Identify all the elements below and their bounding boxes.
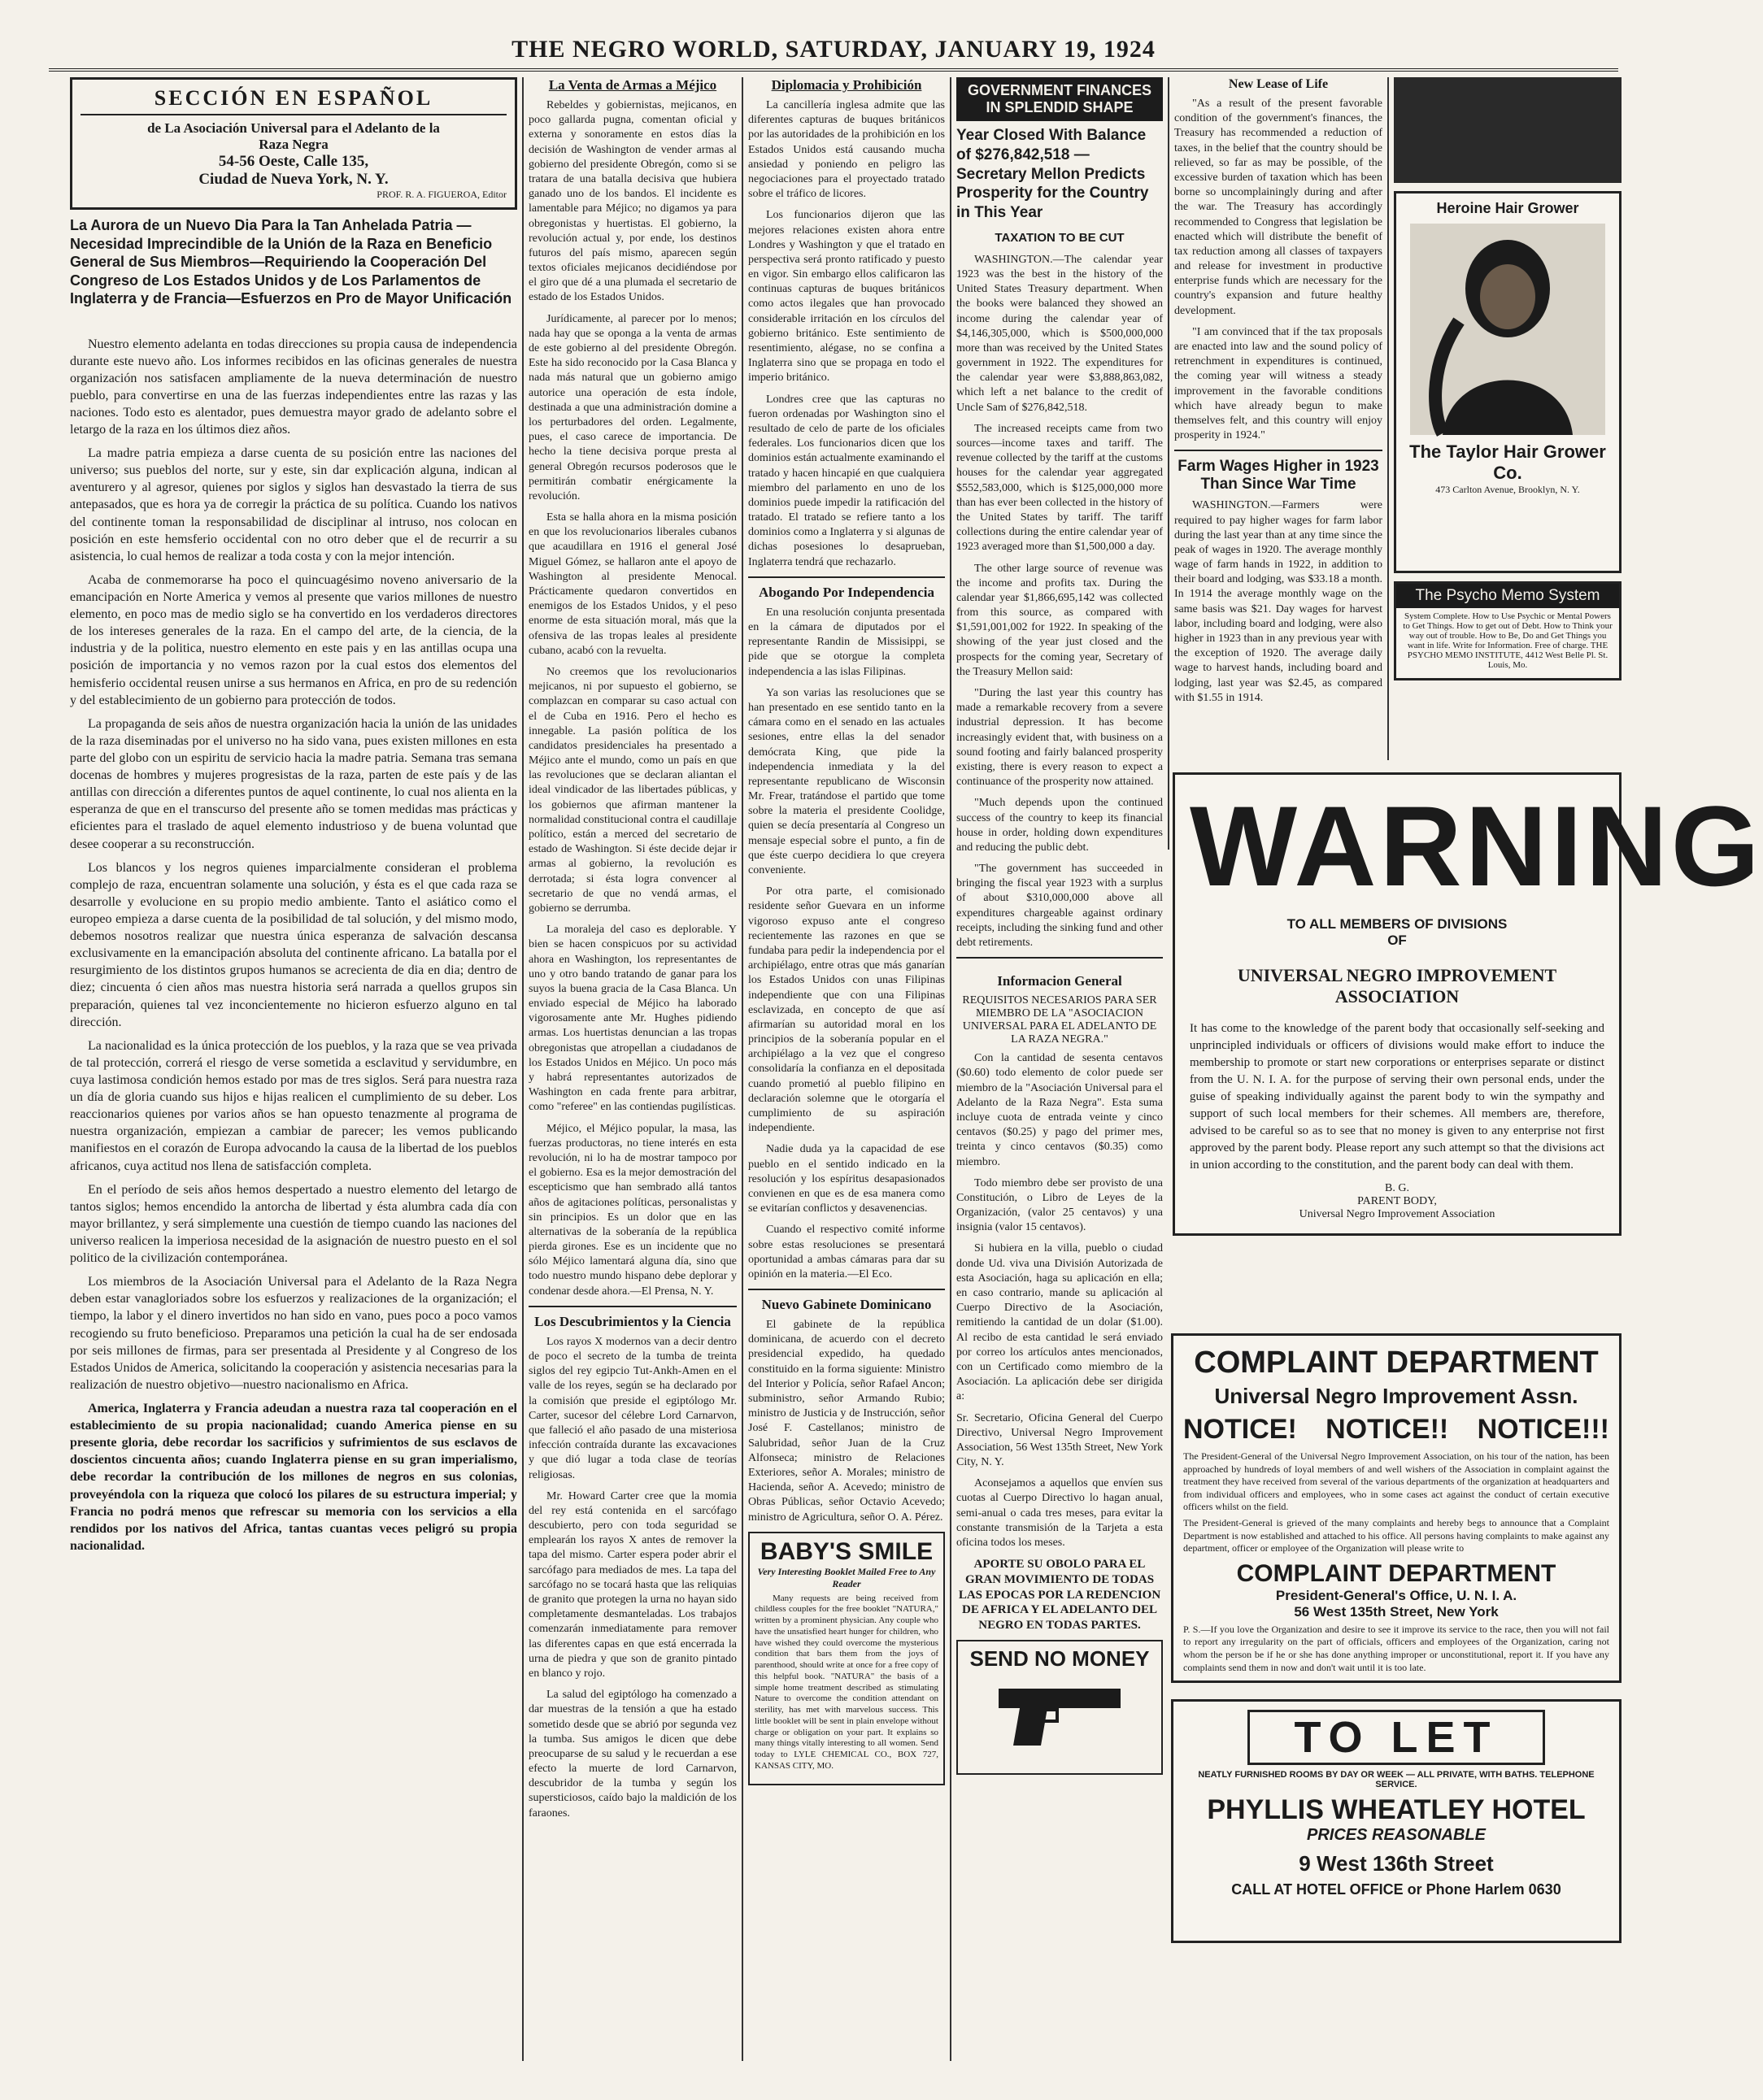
warning-sign-3: Universal Negro Improvement Association xyxy=(1299,1208,1495,1220)
masthead: THE NEGRO WORLD, SATURDAY, JANUARY 19, 1924 xyxy=(49,36,1618,72)
paragraph: Jurídicamente, al parecer por lo menos; nada hay que se oponga a la venta de armas de este gobierno al del presidente Obregón. Este ha sido reconocido por la Casa Blanca y nada más natural que un gobierno amigo autorice una operación de esta índole, destinada a que una administración domine a los perturbadores del orden. Legalmente, pues, el caso carece de importancia. De hecho la tiene decisiva porque presta al general Obregón recursos poderosos que le permitirán combatir enérgicamente la revolución. xyxy=(529,312,737,502)
column-2 xyxy=(529,77,737,2061)
paragraph: La cancillería inglesa admite que las diferentes capturas de buques británicos por las autoridades de la prohibición en los Estados Unidos está causando mucha ansiedad y poniendo en peligro las negociaciones para el proyectado tratado sobre el tráfico de licores. xyxy=(748,99,945,201)
paragraph: "I am convinced that if the tax proposals are enacted into law and the sound policy of retrenchment in expenditures is continued, the coming year will witness a steady improvement in the favorable conditions which have already begun to make themselves felt, and this country will enjoy prosperity in 1924." xyxy=(1174,325,1382,442)
complaint-department-notice xyxy=(1171,1333,1622,1683)
paragraph: Los funcionarios dijeron que las mejores relaciones existen ahora entre Londres y Washington y que el tratado en perspectiva será pronto ratificado y puesto en vigor. Sin embargo ellos calificaron las continuas capturas de buques británicos como actos ilegales que han provocado considerable irritación en los círculos del gobierno británico. Este sentimiento de resentimiento, alégase, no se confina a Inglaterra sino que se propaga en todo el imperio británico. xyxy=(748,209,945,385)
org-line-2: Raza Negra xyxy=(259,137,329,152)
paragraph: La moraleja del caso es deplorable. Y bien se hacen conspicuos por su actividad ahora en Washington, los representantes de uno y otro bando tratando de ganar para los suyos la buena gracia de la Casa Blanca. Un enviado especial de Méjico ha laborado vigorosamente ante Mr. Hughes pidiendo armas. Los huertistas denuncian a las tropas obregonistas que atropellan a ciudadanos de los Estados Unidos en Méjico. Un poco más y habrá representantes autorizados de Washington en cada frente para arbitrar, como "referee" en las contiendas pugilísticas. xyxy=(529,924,737,1114)
column-rule xyxy=(742,77,743,2061)
divider xyxy=(956,957,1163,959)
warning-sign-2: PARENT BODY, xyxy=(1357,1195,1437,1207)
paragraph: La madre patria empieza a darse cuenta de su posición entre las naciones del universo; sus pueblos del norte, sur y este, sin dar explicación alguna, indican al aventurero y al agresor, quienes por siglos y siglos han desvastado la tierra de sus antepasados, que es hora ya de corregir la práctica de su política. Cuando los nativos del continente toman la responsabilidad de disciplinar al intruso, nos colocan en posición en este hemsferio occidental con no otro deber que el de recurrir a su asistencia, lo cual hemos de realizar a toda costa y con la mejor intención. xyxy=(70,446,517,563)
ad-title: SEND NO MONEY xyxy=(969,1646,1150,1671)
ad-address: 473 Carlton Avenue, Brooklyn, N. Y. xyxy=(1435,484,1580,495)
spanish-section xyxy=(70,77,517,2061)
notice-2: NOTICE!! xyxy=(1326,1414,1449,1445)
complaint-address: 56 West 135th Street, New York xyxy=(1294,1603,1499,1620)
send-no-money-ad xyxy=(956,1640,1163,1775)
paragraph: Si hubiera en la villa, pueblo o ciudad donde Ud. viva una División Autorizada de esta Asociación, haga su aplicación en ella; en caso contrario, mande su aplicación al Cuerpo Directivo de la Asociación, remitiendo la cantidad de un dolar ($1.00). Al recibo de esta cantidad le será enviado por correo los artículos antes mencionados, con un Certificado como miembro de la Asociación. La aplicación debe ser dirigida a: xyxy=(956,1242,1163,1403)
article-headline: La Aurora de un Nuevo Dia Para la Tan Anhelada Patria —Necesidad Imprecindible de la Unión de la Raza en Beneficio General de Sus Miembros—Requiriendo la Cooperación Del Congreso de Los Estados Unidos y de Los Parlamentos de Inglaterra y de Francia—Esfuerzos en Pro de Mayor Unificación xyxy=(70,217,512,307)
paragraph: Con la cantidad de sesenta centavos ($0.60) todo elemento de color puede ser miembro de la "Asociación Universal para el Adelanto de la Raza Negra". Esta suma incluye cuota de entrada veinte y cinco centavos ($0.25) y pago del primer mes, treinta y cinco centavos ($0.35) como miembro. xyxy=(956,1052,1163,1168)
paragraph: Rebeldes y gobiernistas, mejicanos, en poco gallarda pugna, comentan oficial y externa y sonoramente en estos días la decisión de Washington de vender armas al gobierno del presidente Obregón, como si se tratara de una batalla decisiva que hubiera ganado uno de los bandos. El incidente es lamentable para Méjico; no digamos ya para obregonistas y huertistas. El gobierno, la revolución actual y, por ende, los destinos futuros del país mismo, aparecen según textos oficiales mejicanos decidiéndose por el giro que dé a una plumada el secretario de estado de los Estados Unidos. xyxy=(529,99,737,304)
ad-body: Many requests are being received from childless couples for the free booklet "NATURA," written by a prominent physician. Any couple who have the unsatisfied heart hunger for children, who have wished they could overcome the mysterious condition that bars them from the joys of parenthood, should write at once for a free copy of this helpful book. "NATURA" the basis of a simple home treatment described as stimulating Nature to overcome the condition attendant on sterility, has met with marvelous success. This little booklet will be sent in plain envelope without charge or obligation on your part. It explains so many things vitally interesting to all women. Send today to LYLE CHEMICAL CO., BOX 727, KANSAS CITY, MO. xyxy=(755,1593,938,1771)
article-title: Nuevo Gabinete Dominicano xyxy=(761,1297,932,1313)
column-3 xyxy=(748,77,945,2061)
to-let-sub: NEATLY FURNISHED ROOMS BY DAY OR WEEK — ALL PRIVATE, WITH BATHS. TELEPHONE SERVICE. xyxy=(1198,1770,1595,1789)
paragraph: Nadie duda ya la capacidad de ese pueblo en el sentido indicado en la resolución y los espíritus desapasionados convienen en que es de esa manera como se evitarían conflictos y desavenencias. xyxy=(748,1143,945,1215)
paragraph: "The government has succeeded in bringing the fiscal year 1923 with a surplus of about $310,000,000 above all expenditures chargeable against ordinary receipts, including the sinking fund and other debt retirements. xyxy=(956,863,1163,949)
paragraph: El gabinete de la república dominicana, de acuerdo con el decreto presidencial expedido, ha quedado constituido en la forma siguiente: Ministro del Interior y Policía, señor Rafael Ancon; subministro, señor Armando Rubio; ministro de Justicia y de Instrucción, señor José F. Castellanos; ministro de Salubridad, señor Juan de la Cruz Alfonseca; ministro de Relaciones Exteriores, señor A. Morales; ministro de Hacienda, señor A. Acevedo; ministro de Obras Públicas, señor Octavio Acevedo; ministro de Agricultura, señor O. A. Pérez. xyxy=(748,1319,945,1524)
divider xyxy=(748,1289,945,1290)
to-let-title: TO LET xyxy=(1247,1710,1545,1765)
paragraph: WASHINGTON.—The calendar year 1923 was the best in the history of the United States Treasury department. When the books were balanced they showed an income during the calendar year of $4,146,305,000, which is $500,000,000 more than was received by the United States government in 1922. The expenditures for the calendar year were $3,888,863,082, which left a net balance to the credit of Uncle Sam of $276,842,518. xyxy=(956,253,1163,414)
paragraph: Los miembros de la Asociación Universal para el Adelanto de la Raza Negra deben estar vanagloriados sobre los esfuerzos y realizaciones de la organización; el tiempo, la labor y el dinero invertidos no han sido en vano, pues poco a poco vamos recogiendo su fruto beneficioso. Preparamos una petición la cual ha de ser endosada por seis millones de firmas, para ser presentada al Presidente y al Congreso de los Estados Unidos de America, solicitando la cooperación y asistencia necesarias para la realización de nuestro objetivo—nuestro nacionalismo en Africa. xyxy=(70,1275,517,1392)
column-rule xyxy=(1387,77,1389,760)
article-title: La Venta de Armas a Méjico xyxy=(548,77,717,93)
notice-row xyxy=(1183,1414,1609,1446)
paragraph: Los blancos y los negros quienes imparcialmente consideran el problema complejo de raza, encuentran solamente una solución, y ésta es el que cada raza se desarrolle y evolucione en su propio medio ambiente. Tanto el asiático como el europeo empieza a darse cuenta de la posibilidad de tal solución, y del mismo modo, debemos nosotros realizar que nuestra única esperanza de salvación descansa exclusivamente en la emancipación absoluta del continente africano. La batalla por el resurgimiento de los distintos grupos humanos se acrecienta de dia en dia; dentro de diez; cincuenta ó cien años mas nuestra historia será narrada a quellos grupos sin preparación, quienes tal vez inconcientemente no hicieron esfuerzo alguno en tal dirección. xyxy=(70,860,517,1029)
paragraph: "As a result of the present favorable condition of the government's finances, the Treasury has recommended a reduction of taxes, in the belief that the country should be relieved, so far as may be possible, of the excessive burden of taxation which has been borne so uncomplainingly during and after the war. The Treasury has accordingly recommended to Congress that legislation be enacted which will distribute the benefit of tax reduction among all classes of taxpayers and release for investment in productive enterprise funds which are necessary for the country's expansion and future healthy development. xyxy=(1174,98,1382,317)
article-title: New Lease of Life xyxy=(1228,77,1329,91)
requirements-heading: REQUISITOS NECESARIOS PARA SER MIEMBRO DE LA "ASOCIACION UNIVERSAL PARA EL ADELANTO DE LA RAZA NEGRA." xyxy=(962,994,1157,1046)
paragraph: Cuando el respectivo comité informe sobre estas resoluciones se presentará oportunidad a ambas cámaras para dar su opinión en la materia.—El Eco. xyxy=(748,1224,945,1280)
editor-credit: PROF. R. A. FIGUEROA, Editor xyxy=(377,189,507,200)
paragraph: Por otra parte, el comisionado residente señor Guevara en un informe vigoroso expuso ante el congreso recientemente las razones en que se fundaba para pedir la independencia por el archipiélago, entre otras que más ganarían los Estados Unidos con unas Filipinas independiente que con una Filipinas esclavizada, en concepto de que así afirmarían su autoridad moral en los principios de la soberanía popular en el archipiélago a la vez que el congreso consolidaría la confianza en el depositada cuando prometió al pueblo filipino en declaración solemne que le otorgaría el cumplimiento de su aspiración independiente. xyxy=(748,885,945,1135)
psycho-memo-ad xyxy=(1394,581,1622,680)
divider xyxy=(529,1306,737,1307)
warning-body: It has come to the knowledge of the parent body that occasionally self-seeking and unprincipled individuals or officers of divisions would make effort to induce the membership to promote or start new corporations or enterprises separate or distinct from the U. N. I. A. for the purpose of serving their own personal ends, under the guise of speaking individually against the parent body to win the sympathy and support of such local members for their schemes. All members are, therefore, advised to be careful so as to see that no money is given to any enterprise not first approved by the parent body. Please report any such attempt so that the divisions act in union according to the constitution, and the parent body can deal with them. xyxy=(1190,1022,1604,1172)
notice-1: NOTICE! xyxy=(1183,1414,1297,1445)
hotel-prices: PRICES REASONABLE xyxy=(1306,1826,1487,1844)
column-rule xyxy=(950,77,951,2061)
paragraph: Esta se halla ahora en la misma posición en que los revolucionarios liberales cubanos que acaudillara en 1916 el general José Miguel Gómez, se hallaron ante el apoyo de Washington al presidente Menocal. Prácticamente quedaron convertidos en enemigos de los Estados Unidos, y el peso enorme de esta situación moral, más que la ofensiva de las tropas leales al presidente cubano, acabó con la revuelta. xyxy=(529,511,737,657)
hotel-address: 9 West 136th Street xyxy=(1299,1851,1494,1876)
babys-smile-ad xyxy=(748,1532,945,1785)
paragraph: Ya son varias las resoluciones que se han presentado en ese sentido tanto en la cámara como en el senado en las actuales sesiones, entre ellas la del senador demócrata King, que pide la independencia inmediata y la del representante republicano de Wisconsin Mr. Frear, tratándose el partido que tome sobre la materia el presidente Coolidge, quien se decía presentaría al Congreso un mensaje especial sobre el punto, a fin de que éste cuerpo decidiera lo que creyera conveniente. xyxy=(748,686,945,876)
warning-title: WARNING xyxy=(1190,782,1763,910)
article-body xyxy=(70,336,517,1554)
complaint-title: COMPLAINT DEPARTMENT xyxy=(1194,1346,1599,1380)
paragraph: "During the last year this country has made a remarkable recovery from a severe industrial depression. It has become increasingly evident that, with business on a sound footing and fairly balanced prosperity existing, there is every reason to expect a continuance of the prosperity now attained. xyxy=(956,687,1163,789)
paragraph: Méjico, el Méjico popular, la masa, las fuerzas productoras, no tiene interés en esta revolución, ni lo ha de mostrar tampoco por el gobierno. Esa es la mejor demostración del escepticismo que han sembrado allá tantos años de agitaciones políticas, personalistas y sin principios. Es un dolor que en las alternativas de la soberanía de la república pierda girones. Ese es un incidente que no sólo Méjico lamentará alguna día, sino que todo nuestro mundo hispano debe deplorar y condenar desde ahora.—El Prensa, N. Y. xyxy=(529,1122,737,1298)
article-subhead: TAXATION TO BE CUT xyxy=(995,230,1125,245)
paragraph: WASHINGTON.—Farmers were required to pay higher wages for farm labor during the last year than at any time since the peak of wages in 1920. The average monthly wage of farm hands in 1922, in addition to their board and lodging, was $33.18 a month. In 1914 the average monthly wage on the same basis was $21. Day wages for harvest labor, including board and lodging, were also higher in 1923 than in any previous year with the exception of 1920. The average daily wage to harvest hands, including board and lodging, last year was $2.45, as compared with $1.55 in 1914. xyxy=(1174,499,1382,704)
column-4 xyxy=(956,77,1163,2061)
ad-title: The Psycho Memo System xyxy=(1396,584,1619,608)
pistol-icon xyxy=(990,1680,1137,1754)
paragraph: Todo miembro debe ser provisto de una Constitución, o Libro de Leyes de la Organización, (valor 25 centavos) y una insignia (valor 15 centavos). xyxy=(956,1176,1163,1234)
to-let-ad xyxy=(1171,1699,1622,1943)
complaint-body-1: The President-General of the Universal Negro Improvement Association, on his tour of the nation, has been approached by hundreds of loyal members of and well wishers of the Association in complaint against the treatment they have received from several of the various departments of the organization at headquarters and from individual officers and employees, who in some cases act against the conduct of certain executive officers whilst on the field. xyxy=(1183,1450,1609,1513)
paragraph: America, Inglaterra y Francia adeudan a nuestra raza tal cooperación en el establecimiento de su propia nacionalidad; cuando America piense en su presente gloria, debe recordar los sacrificios y sufrimientos de sus esclavos de doscientos cincuenta años; cuando Inglaterra piense en su gran imperialismo, debe recordar la contribución de los millones de negros en sus colonias, proveyéndola con la riqueza que colocó los pilares de su estructura imperial; y Francia no podrá menos que refrescar su memoria con los servicios a ella rendidos por los nativos del Africa, tantas cuantas veces peligró su propia nacionalidad. xyxy=(70,1401,517,1553)
column-rule xyxy=(1168,77,1169,850)
dark-ad-block xyxy=(1394,77,1622,183)
paragraph: Nuestro elemento adelanta en todas direcciones su propia causa de independencia durante este nuevo año. Los informes recibidos en las oficinas generales de nuestra organización nos satisfacen ampliamente de la nueva determinación de nuestro pueblo, para convertirse en una de las fuerzas independientes entre las razas y las naciones. Todo esto es alentador, pues demuestra mayor grado de adelanto sobre el letargo de la raza en los últimos diez años. xyxy=(70,337,517,437)
paragraph: La nacionalidad es la única protección de los pueblos, y la raza que se vea privada de tal protección, correrá el riesgo de verse sometida a esclavitud y servidumbre, en cuya lastimosa condición hemos estado por mas de tres siglos. Será para nuestra raza un día de gloria cuando sus hijos e hijas realicen el cumplimiento de su deber. Los reaccionarios quienes por varios años se han opuesto tenazmente al programa de nuestra organización, empiezan a cambiar de parecer; les vemos publicando manifiestos en el corazón de Europa advocando la causa de la libertad de los pueblos africanos, cuya actitud nos llena de satisfacción completa. xyxy=(70,1038,517,1173)
paragraph: La salud del egiptólogo ha comenzado a dar muestras de la tensión a que ha estado sometido desde que se abrió por segunda vez la tumba. Sus amigos le dicen que debe preocuparse de su salud y le recuerdan a ese efecto la muerte de lord Carnarvon, descubridor de la tumba y según los supersticiosos, caído bajo la maldición de los faraones. xyxy=(529,1689,737,1820)
complaint-dept: COMPLAINT DEPARTMENT xyxy=(1236,1559,1556,1587)
paragraph: The increased receipts came from two sources—income taxes and tariff. The revenue collected by the tariff at the customs houses for the calendar year aggregated $552,583,000, which is $125,000,000 more than has ever been collected in the history of the United States by tariff. The tariff collections during the entire calendar year of 1923 averaged more than $1,500,000 a day. xyxy=(956,422,1163,554)
warning-org: UNIVERSAL NEGRO IMPROVEMENT ASSOCIATION xyxy=(1237,965,1557,1007)
ad-subtitle: Very Interesting Booklet Mailed Free to Any Reader xyxy=(757,1565,936,1589)
article-title: Abogando Por Independencia xyxy=(758,584,934,600)
article-title: Diplomacia y Prohibición xyxy=(771,77,922,93)
paragraph: En el período de seis años hemos despertado a nuestro elemento del letargo de tantos siglos; hemos encendido la antorcha de libertad y ésta alumbra cada día con mayor brillantez, y será simplemente una cuestión de tiempo cuando las naciones del universo realicen la imperiosa necesidad de la asignación de nuestro puesto en el sol politico de la civilización contemporánea. xyxy=(70,1182,517,1266)
section-masthead xyxy=(70,77,517,210)
address-line-1: 54-56 Oeste, Calle 135, xyxy=(218,153,369,170)
org-line-1: de La Asociación Universal para el Adelanto de la xyxy=(147,120,440,136)
ad-body: System Complete. How to Use Psychic or Mental Powers to Get Things. How to get out of Debt. How to Think your way out of trouble. How to Be, Do and Get Things you want in life. Write for Information. Free of charge. THE PSYCHO MEMO INSTITUTE, 4412 West Belle Pl. St. Louis, Mo. xyxy=(1403,611,1613,670)
paragraph: La propaganda de seis años de nuestra organización hacia la unión de las unidades de la raza diseminadas por el universo no ha sido vana, pues existen millones en esta parte del globo con un espiritu de servicio hacia la madre patria. Semana tras semana docenas de hombres y mujeres progresistas de la raza, parten de este país y de las antillas con dirección a diferentes puntos de aquel continente, lo cual nos alienta en la esperanza de que en el transcurso del presente año se tomen medidas mas prácticas y eficientes para el traslado de aquel elemento industrioso y de buena voluntad que desee cooperar a su reconstrucción. xyxy=(70,716,517,851)
ad-title: Heroine Hair Grower xyxy=(1436,200,1579,216)
paragraph: "Much depends upon the continued success of the country to keep its financial house in order, holding down expenditures and reducing the public debt. xyxy=(956,797,1163,854)
paragraph: Acaba de conmemorarse ha poco el quincuagésimo noveno aniversario de la emancipación en Norte America y vemos al presente que varios millones de nuestro elemento, en poco mas de medio siglo se ha convertido en los verdaderos directores de los intereses generales de la raza. En el campo del arte, de la ciencia, de la industria y de la politica, nuestro elemento en este pais y en las antillas ocupa una posición de importancia y no vemos razon por la cual estos dos elementos del hemisferio occidental reusen unirse a sus hermanos en Africa, en pro de su redención y del establecimiento de un gobierno para protección de todos. xyxy=(70,572,517,707)
section-title: SECCIÓN EN ESPAÑOL xyxy=(81,86,507,115)
complaint-ps: P. S.—If you love the Organization and desire to see it improve its service to the race, then you will not fail to report any irregularity on the part of officials, officers and employees of the Organization, caring not whom the person be if he or she has done anything improper or unconstitutional, report it. If you have any complaints send them in now and don't wait until it is too late. xyxy=(1183,1623,1609,1673)
paragraph: Londres cree que las capturas no fueron ordenadas por Washington sino el resultado de celo de parte de los oficiales federales. Los funcionarios dicen que los dominios están actualmente examinando el tratado y hacen hincapié en que cualquiera miembro del parlamento en uno de los dominios puede impedir la ratificación del tratado. El tratado se refiere tanto a los dominios como a Inglaterra y si algunas de dichas posesiones lo desaprueban, Inglaterra tendrá que rechazarlo. xyxy=(748,393,945,568)
hotel-name: PHYLLIS WHEATLEY HOTEL xyxy=(1207,1794,1586,1825)
address-line-2: Ciudad de Nueva York, N. Y. xyxy=(198,171,389,188)
article-subtitle: Year Closed With Balance of $276,842,518 — Secretary Mellon Predicts Prosperity for the Country in This Year xyxy=(956,127,1149,221)
column-6 xyxy=(1394,77,1622,760)
warning-sign-1: B. G. xyxy=(1385,1182,1409,1194)
hotel-call: CALL AT HOTEL OFFICE or Phone Harlem 0630 xyxy=(1231,1881,1561,1898)
article-title: Los Descubrimientos y la Ciencia xyxy=(534,1313,731,1329)
paragraph: Los rayos X modernos van a decir dentro de poco el secreto de la tumba de treinta siglos del rey egipcio Tut-Ankh-Amen en el valle de los reyes, según se ha declarado por la comisión que preside el egiptólogo Mr. Carter, sucesor del célebre Lord Carnarvon, que falleció el año pasado de una misteriosa infección contraída durante las excavaciones y que dió lugar a toda clase de teorías religiosas. xyxy=(529,1335,737,1481)
woman-portrait-icon xyxy=(1410,224,1605,435)
hair-grower-ad xyxy=(1394,191,1622,573)
column-rule xyxy=(522,77,524,2061)
article-title: GOVERNMENT FINANCES IN SPLENDID SHAPE xyxy=(967,82,1151,115)
paragraph: Aconsejamos a aquellos que envíen sus cuotas al Cuerpo Directivo lo hagan anual, semi-anual o cada tres meses, para evitar la constante transmisión de la Tarjeta a esta oficina todos los meses. xyxy=(956,1477,1163,1549)
article-title: Farm Wages Higher in 1923 Than Since War Time xyxy=(1178,458,1379,493)
ad-company: The Taylor Hair Grower Co. xyxy=(1409,441,1606,483)
paragraph: No creemos que los revolucionarios mejicanos, ni por supuesto el gobierno, se complazcan en comparar su caso actual con el de Cuba en 1916. Pero el hecho es innegable. La pasión política de los candidatos presidenciales ha presentado a Méjico ante el mundo, como un país en que las revoluciones que se declaran aliantan el ideal vindicador de las libertades públicas, y los gobiernos que afirman mantener la normalidad constitucional contra el caudillaje político, están a merced del secretario de estado de Washington. Si éste decide dejar ir armas al gobierno, la revolución es derrotada; si ésta logra convencer al secretario de que no vendá armas, el gobierno se derrumba. xyxy=(529,665,737,915)
article-title: Informacion General xyxy=(997,973,1122,989)
warning-notice xyxy=(1173,772,1763,1236)
paragraph: Mr. Howard Carter cree que la momia del rey está contenida en el sarcófago descubierto, pero con toda seguridad se emplearán los rayos X antes de remover la tapa del mismo. Carter espera poder abrir el sarcófago para mediados de mes. La tapa del sarcófago no se tocará hasta que las reliquias de granito que protegen la urna no hayan sido completamente desmanteladas. Los trabajos comenzarán inmediatamente para remover las diferentes capas en que está encerrada la urna de piedra y que son de granito pintado en blanco y rojo. xyxy=(529,1489,737,1680)
warning-to: TO ALL MEMBERS OF DIVISIONS OF xyxy=(1286,916,1508,948)
finances-headline-box xyxy=(956,77,1163,121)
paragraph: The other large source of revenue was the income and profits tax. During the calendar year $1,866,695,142 was collected from this source, as compared with $1,591,001,002 for 1922. In speaking of the showing of the year just closed and the prospects for the coming year, Secretary of the Treasury Mellon said: xyxy=(956,562,1163,678)
divider xyxy=(748,576,945,578)
complaint-body-2: The President-General is grieved of the many complaints and hereby begs to announce that a Complaint Department is now established and attached to his office. All persons having complaints to make against any department, officer or employee of the Organization will please write to xyxy=(1183,1516,1609,1554)
column-5 xyxy=(1174,77,1382,760)
complaint-office: President-General's Office, U. N. I. A. xyxy=(1275,1587,1517,1603)
notice-3: NOTICE!!! xyxy=(1477,1414,1609,1445)
ad-title: BABY'S SMILE xyxy=(760,1537,934,1565)
paragraph: Sr. Secretario, Oficina General del Cuerpo Directivo, Universal Negro Improvement Association, 56 West 135th Street, New York City, N. Y. xyxy=(956,1411,1163,1469)
divider xyxy=(1174,450,1382,451)
paragraph: En una resolución conjunta presentada en la cámara de diputados por el representante Randin de Missisippi, se pide que se otorgue la completa independencia a las islas Filipinas. xyxy=(748,606,945,678)
complaint-org: Universal Negro Improvement Assn. xyxy=(1214,1384,1578,1408)
appeal-text: APORTE SU OBOLO PARA EL GRAN MOVIMIENTO DE TODAS LAS EPOCAS POR LA REDENCION DE AFRICA Y EL ADELANTO DEL NEGRO EN TODAS PARTES. xyxy=(958,1558,1161,1633)
